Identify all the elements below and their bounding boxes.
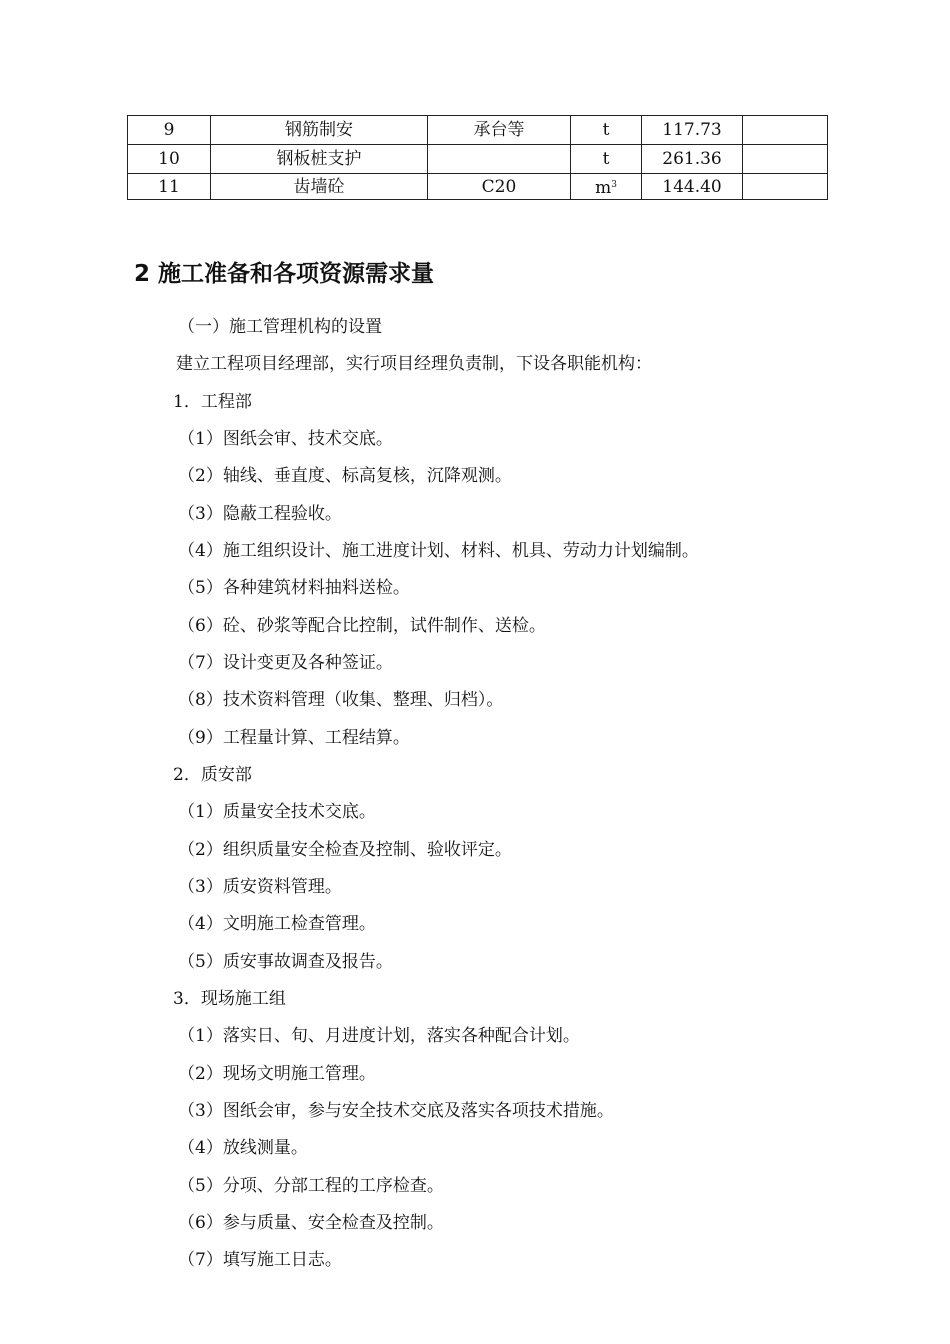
list-item: （1）质量安全技术交底。 [178, 802, 376, 822]
list-item: （3）图纸会审，参与安全技术交底及落实各项技术措施。 [178, 1101, 614, 1121]
subheading: （一）施工管理机构的设置 [178, 317, 382, 337]
list-item: （4）文明施工检查管理。 [178, 914, 376, 934]
list-item: （8）技术资料管理（收集、整理、归档）。 [178, 690, 504, 710]
item-note [743, 116, 828, 145]
item-quantity: 117.73 [642, 116, 743, 145]
item-unit: t [571, 145, 642, 174]
dept-title-site-team: 3．现场施工组 [173, 989, 286, 1009]
item-name: 钢板桩支护 [211, 145, 428, 174]
item-note [743, 174, 828, 200]
list-item: （1）图纸会审、技术交底。 [178, 429, 393, 449]
item-quantity: 144.40 [642, 174, 743, 200]
item-part [428, 145, 571, 174]
table-row [128, 145, 828, 174]
list-item: （6）参与质量、安全检查及控制。 [178, 1213, 444, 1233]
table-row [128, 116, 828, 145]
list-item: （3）质安资料管理。 [178, 877, 342, 897]
list-item: （7）填写施工日志。 [178, 1250, 342, 1270]
item-part: 承台等 [428, 116, 571, 145]
list-item: （4）施工组织设计、施工进度计划、材料、机具、劳动力计划编制。 [178, 541, 699, 561]
item-name: 齿墙砼 [211, 174, 428, 200]
item-part: C20 [428, 174, 571, 200]
list-item: （1）落实日、旬、月进度计划，落实各种配合计划。 [178, 1026, 580, 1046]
list-item: （3）隐蔽工程验收。 [178, 504, 342, 524]
list-item: （5）各种建筑材料抽料送检。 [178, 578, 410, 598]
list-item: （4）放线测量。 [178, 1138, 308, 1158]
row-number: 9 [128, 116, 211, 145]
section-heading: 2 施工准备和各项资源需求量 [134, 261, 435, 287]
item-note [743, 145, 828, 174]
list-item: （2）组织质量安全检查及控制、验收评定。 [178, 840, 512, 860]
unit-superscript: 3 [611, 180, 617, 190]
list-item: （5）质安事故调查及报告。 [178, 952, 393, 972]
item-name: 钢筋制安 [211, 116, 428, 145]
item-quantity: 261.36 [642, 145, 743, 174]
table-row [128, 174, 828, 200]
list-item: （2）现场文明施工管理。 [178, 1064, 376, 1084]
row-number: 10 [128, 145, 211, 174]
list-item: （9）工程量计算、工程结算。 [178, 728, 410, 748]
list-item: （2）轴线、垂直度、标高复核，沉降观测。 [178, 466, 512, 486]
item-unit: t [571, 116, 642, 145]
dept-title-quality-safety: 2．质安部 [173, 765, 252, 785]
row-number: 11 [128, 174, 211, 200]
unit-base: m [595, 178, 612, 198]
item-unit [571, 174, 642, 200]
intro-paragraph: 建立工程项目经理部，实行项目经理负责制，下设各职能机构： [176, 354, 652, 374]
list-item: （6）砼、砂浆等配合比控制，试件制作、送检。 [178, 616, 546, 636]
quantity-table [127, 115, 828, 200]
dept-title-engineering: 1．工程部 [173, 392, 252, 412]
list-item: （7）设计变更及各种签证。 [178, 653, 393, 673]
list-item: （5）分项、分部工程的工序检查。 [178, 1176, 444, 1196]
